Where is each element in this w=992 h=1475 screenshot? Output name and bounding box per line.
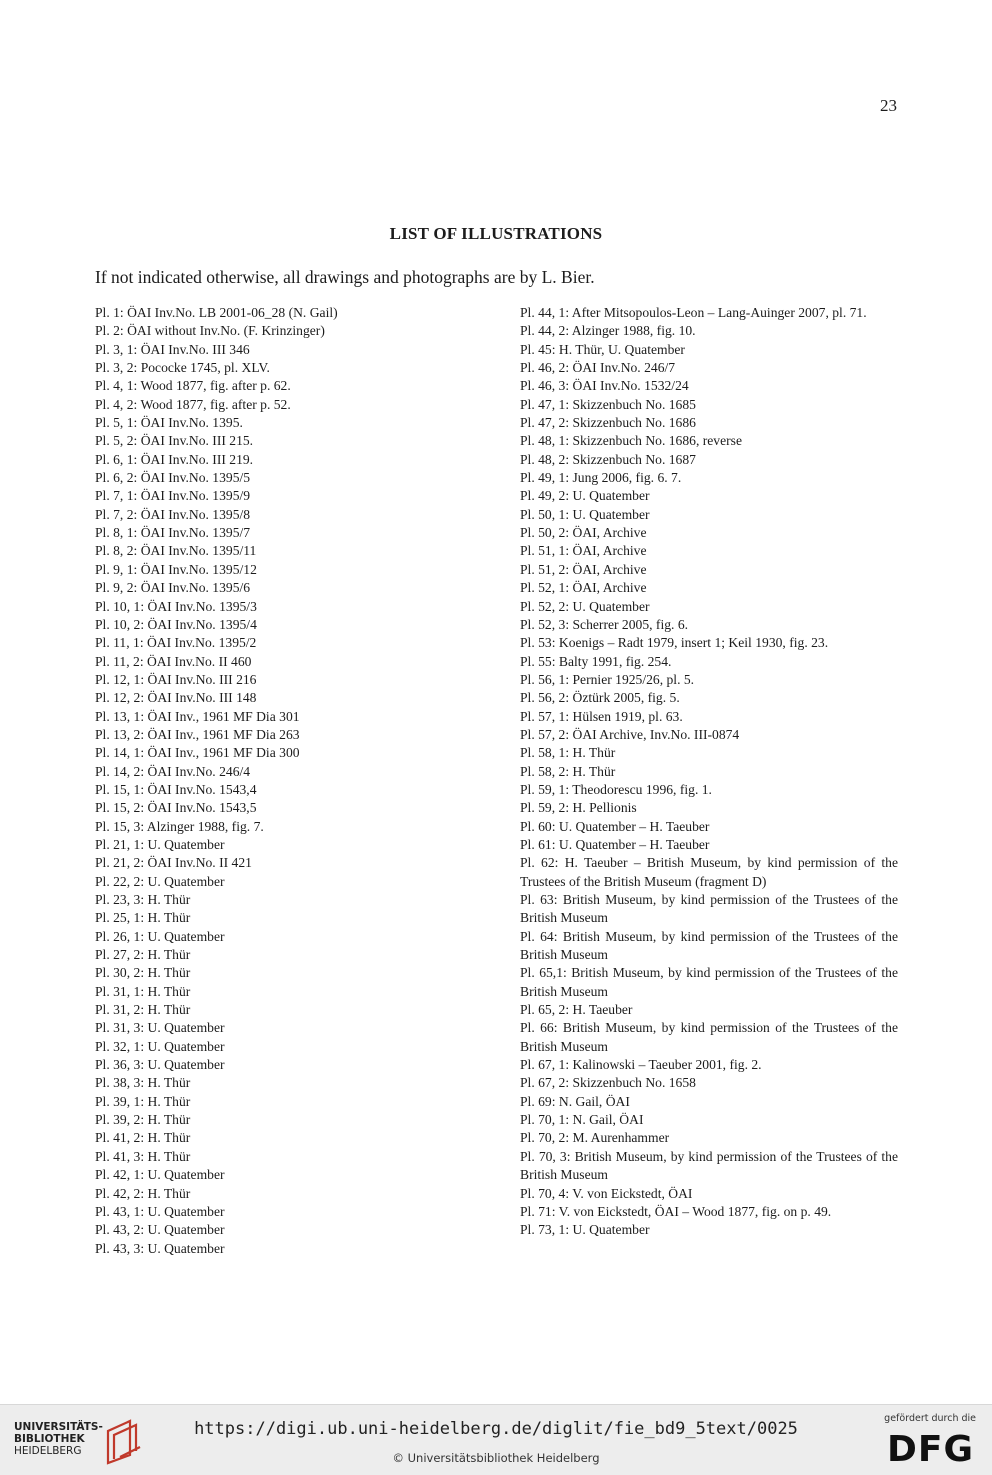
list-item: Pl. 12, 2: ÖAI Inv.No. III 148	[95, 690, 257, 706]
list-item: Pl. 70, 2: M. Aurenhammer	[520, 1130, 670, 1146]
list-item: Pl. 47, 2: Skizzenbuch No. 1686	[520, 415, 696, 431]
list-item: Pl. 65, 2: H. Taeuber	[520, 1002, 633, 1018]
list-item: Pl. 56, 2: Öztürk 2005, fig. 5.	[520, 690, 680, 706]
list-item: Pl. 58, 1: H. Thür	[520, 745, 616, 761]
list-item: Pl. 46, 2: ÖAI Inv.No. 246/7	[520, 360, 676, 376]
list-item: Pl. 10, 2: ÖAI Inv.No. 1395/4	[95, 616, 257, 632]
list-item: Pl. 50, 1: U. Quatember	[520, 506, 650, 522]
list-item: Pl. 21, 1: U. Quatember	[95, 836, 225, 852]
dfg-logo	[878, 1413, 976, 1469]
list-item: Pl. 11, 2: ÖAI Inv.No. II 460	[95, 653, 252, 669]
list-item: Pl. 48, 2: Skizzenbuch No. 1687	[520, 451, 696, 467]
list-item: Pl. 9, 2: ÖAI Inv.No. 1395/6	[95, 580, 251, 596]
list-item: Pl. 10, 1: ÖAI Inv.No. 1395/3	[95, 598, 257, 614]
list-item: Pl. 30, 2: H. Thür	[95, 965, 191, 981]
list-item: Pl. 55: Balty 1991, fig. 254.	[520, 653, 672, 669]
list-item: Pl. 52, 3: Scherrer 2005, fig. 6.	[520, 616, 689, 632]
list-item: Pl. 70, 3: British Museum, by kind permission of the Trustees of the British Museum	[520, 1148, 898, 1183]
list-item: Pl. 41, 2: H. Thür	[95, 1130, 191, 1146]
list-item: Pl. 13, 1: ÖAI Inv., 1961 MF Dia 301	[95, 708, 300, 724]
list-item: Pl. 14, 1: ÖAI Inv., 1961 MF Dia 300	[95, 745, 300, 761]
list-item: Pl. 60: U. Quatember – H. Taeuber	[520, 818, 710, 834]
list-item: Pl. 67, 1: Kalinowski – Taeuber 2001, fig. 2.	[520, 1057, 762, 1073]
list-item: Pl. 67, 2: Skizzenbuch No. 1658	[520, 1075, 696, 1091]
list-item: Pl. 61: U. Quatember – H. Taeuber	[520, 836, 710, 852]
list-item: Pl. 44, 1: After Mitsopoulos-Leon – Lang-Auinger 2007, pl. 71.	[520, 305, 867, 320]
list-item: Pl. 52, 1: ÖAI, Archive	[520, 580, 647, 596]
list-item: Pl. 50, 2: ÖAI, Archive	[520, 525, 647, 541]
list-item: Pl. 65,1: British Museum, by kind permission of the Trustees of the British Museum	[520, 965, 898, 999]
list-item: Pl. 62: H. Taeuber – British Museum, by kind permission of the Trustees of the British Museum (fragment D)	[520, 855, 898, 889]
list-item: Pl. 5, 2: ÖAI Inv.No. III 215.	[95, 433, 254, 449]
list-item: Pl. 25, 1: H. Thür	[95, 910, 191, 926]
list-item: Pl. 36, 3: U. Quatember	[95, 1057, 225, 1073]
list-item: Pl. 53: Koenigs – Radt 1979, insert 1; Keil 1930, fig. 23.	[520, 635, 829, 651]
list-item: Pl. 21, 2: ÖAI Inv.No. II 421	[95, 855, 252, 871]
list-item: Pl. 56, 1: Pernier 1925/26, pl. 5.	[520, 671, 695, 687]
list-item: Pl. 38, 3: H. Thür	[95, 1075, 191, 1091]
list-item: Pl. 32, 1: U. Quatember	[95, 1038, 225, 1054]
list-item: Pl. 7, 2: ÖAI Inv.No. 1395/8	[95, 506, 251, 522]
list-item: Pl. 71: V. von Eickstedt, ÖAI – Wood 1877, fig. on p. 49.	[520, 1203, 832, 1219]
list-item: Pl. 9, 1: ÖAI Inv.No. 1395/12	[95, 561, 257, 577]
list-item: Pl. 43, 1: U. Quatember	[95, 1203, 225, 1219]
copyright-notice: © Universitätsbibliothek Heidelberg	[392, 1451, 600, 1465]
list-item: Pl. 44, 2: Alzinger 1988, fig. 10.	[520, 323, 696, 339]
list-item: Pl. 49, 2: U. Quatember	[520, 488, 650, 504]
library-name: UNIVERSITÄTS- BIBLIOTHEK HEIDELBERG	[14, 1421, 103, 1457]
list-item: Pl. 57, 1: Hülsen 1919, pl. 63.	[520, 708, 683, 724]
list-item: Pl. 46, 3: ÖAI Inv.No. 1532/24	[520, 378, 689, 394]
list-item: Pl. 58, 2: H. Thür	[520, 763, 616, 779]
list-item: Pl. 31, 2: H. Thür	[95, 1002, 191, 1018]
dfg-logo-text: DFG	[886, 1429, 974, 1470]
list-item: Pl. 69: N. Gail, ÖAI	[520, 1093, 630, 1109]
list-item: Pl. 4, 2: Wood 1877, fig. after p. 52.	[95, 396, 291, 412]
list-item: Pl. 15, 1: ÖAI Inv.No. 1543,4	[95, 781, 257, 797]
list-item: Pl. 31, 3: U. Quatember	[95, 1020, 225, 1036]
list-item: Pl. 7, 1: ÖAI Inv.No. 1395/9	[95, 488, 251, 504]
list-item: Pl. 41, 3: H. Thür	[95, 1148, 191, 1164]
list-item: Pl. 39, 1: H. Thür	[95, 1093, 191, 1109]
list-item: Pl. 3, 2: Pococke 1745, pl. XLV.	[95, 360, 270, 376]
list-item: Pl. 52, 2: U. Quatember	[520, 598, 650, 614]
list-item: Pl. 51, 2: ÖAI, Archive	[520, 561, 647, 577]
list-item: Pl. 14, 2: ÖAI Inv.No. 246/4	[95, 763, 251, 779]
funding-caption: gefördert durch die	[884, 1413, 976, 1424]
list-item: Pl. 4, 1: Wood 1877, fig. after p. 62.	[95, 378, 291, 394]
list-item: Pl. 39, 2: H. Thür	[95, 1112, 191, 1128]
list-item: Pl. 8, 2: ÖAI Inv.No. 1395/11	[95, 543, 257, 559]
intro-note: If not indicated otherwise, all drawings and photographs are by L. Bier.	[95, 267, 595, 287]
list-item: Pl. 48, 1: Skizzenbuch No. 1686, reverse	[520, 433, 742, 449]
list-item: Pl. 12, 1: ÖAI Inv.No. III 216	[95, 671, 257, 687]
list-item: Pl. 66: British Museum, by kind permission of the Trustees of the British Museum	[520, 1020, 898, 1054]
list-item: Pl. 5, 1: ÖAI Inv.No. 1395.	[95, 415, 243, 431]
list-item: Pl. 51, 1: ÖAI, Archive	[520, 543, 647, 559]
page-number: 23	[880, 96, 897, 115]
list-item: Pl. 59, 2: H. Pellionis	[520, 800, 637, 816]
illustration-list-right	[520, 304, 898, 1240]
list-item: Pl. 15, 2: ÖAI Inv.No. 1543,5	[95, 800, 257, 816]
list-item: Pl. 11, 1: ÖAI Inv.No. 1395/2	[95, 635, 257, 651]
list-item: Pl. 42, 2: H. Thür	[95, 1185, 191, 1201]
list-item: Pl. 42, 1: U. Quatember	[95, 1167, 225, 1183]
list-item: Pl. 57, 2: ÖAI Archive, Inv.No. III-0874	[520, 726, 740, 742]
illustration-list-left	[95, 304, 490, 1258]
list-item: Pl. 1: ÖAI Inv.No. LB 2001-06_28 (N. Gail)	[95, 305, 338, 320]
list-item: Pl. 49, 1: Jung 2006, fig. 6. 7.	[520, 470, 682, 486]
list-item: Pl. 3, 1: ÖAI Inv.No. III 346	[95, 341, 250, 357]
list-item: Pl. 70, 4: V. von Eickstedt, ÖAI	[520, 1185, 693, 1201]
list-item: Pl. 63: British Museum, by kind permission of the Trustees of the British Museum	[520, 892, 898, 926]
page-title: LIST OF ILLUSTRATIONS	[389, 224, 603, 243]
list-item: Pl. 27, 2: H. Thür	[95, 947, 191, 963]
list-item: Pl. 26, 1: U. Quatember	[95, 928, 225, 944]
footer-bar	[0, 1404, 992, 1475]
list-item: Pl. 8, 1: ÖAI Inv.No. 1395/7	[95, 525, 251, 541]
list-item: Pl. 43, 2: U. Quatember	[95, 1222, 225, 1238]
list-item: Pl. 15, 3: Alzinger 1988, fig. 7.	[95, 818, 264, 834]
list-item: Pl. 23, 3: H. Thür	[95, 892, 191, 907]
list-item: Pl. 2: ÖAI without Inv.No. (F. Krinzinger)	[95, 323, 325, 339]
list-item: Pl. 73, 1: U. Quatember	[520, 1222, 650, 1238]
list-item: Pl. 64: British Museum, by kind permission of the Trustees of the British Museum	[520, 928, 898, 963]
list-item: Pl. 31, 1: H. Thür	[95, 983, 191, 999]
list-item: Pl. 6, 1: ÖAI Inv.No. III 219.	[95, 451, 254, 467]
list-item: Pl. 6, 2: ÖAI Inv.No. 1395/5	[95, 470, 251, 486]
list-item: Pl. 13, 2: ÖAI Inv., 1961 MF Dia 263	[95, 726, 300, 742]
list-item: Pl. 47, 1: Skizzenbuch No. 1685	[520, 396, 696, 412]
list-item: Pl. 45: H. Thür, U. Quatember	[520, 341, 685, 357]
list-item: Pl. 22, 2: U. Quatember	[95, 873, 225, 889]
list-item: Pl. 59, 1: Theodorescu 1996, fig. 1.	[520, 781, 712, 797]
document-url-link[interactable]: https://digi.ub.uni-heidelberg.de/diglit/fie_bd9_5text/0025	[194, 1419, 798, 1439]
list-item: Pl. 70, 1: N. Gail, ÖAI	[520, 1112, 644, 1128]
list-item: Pl. 43, 3: U. Quatember	[95, 1240, 225, 1256]
